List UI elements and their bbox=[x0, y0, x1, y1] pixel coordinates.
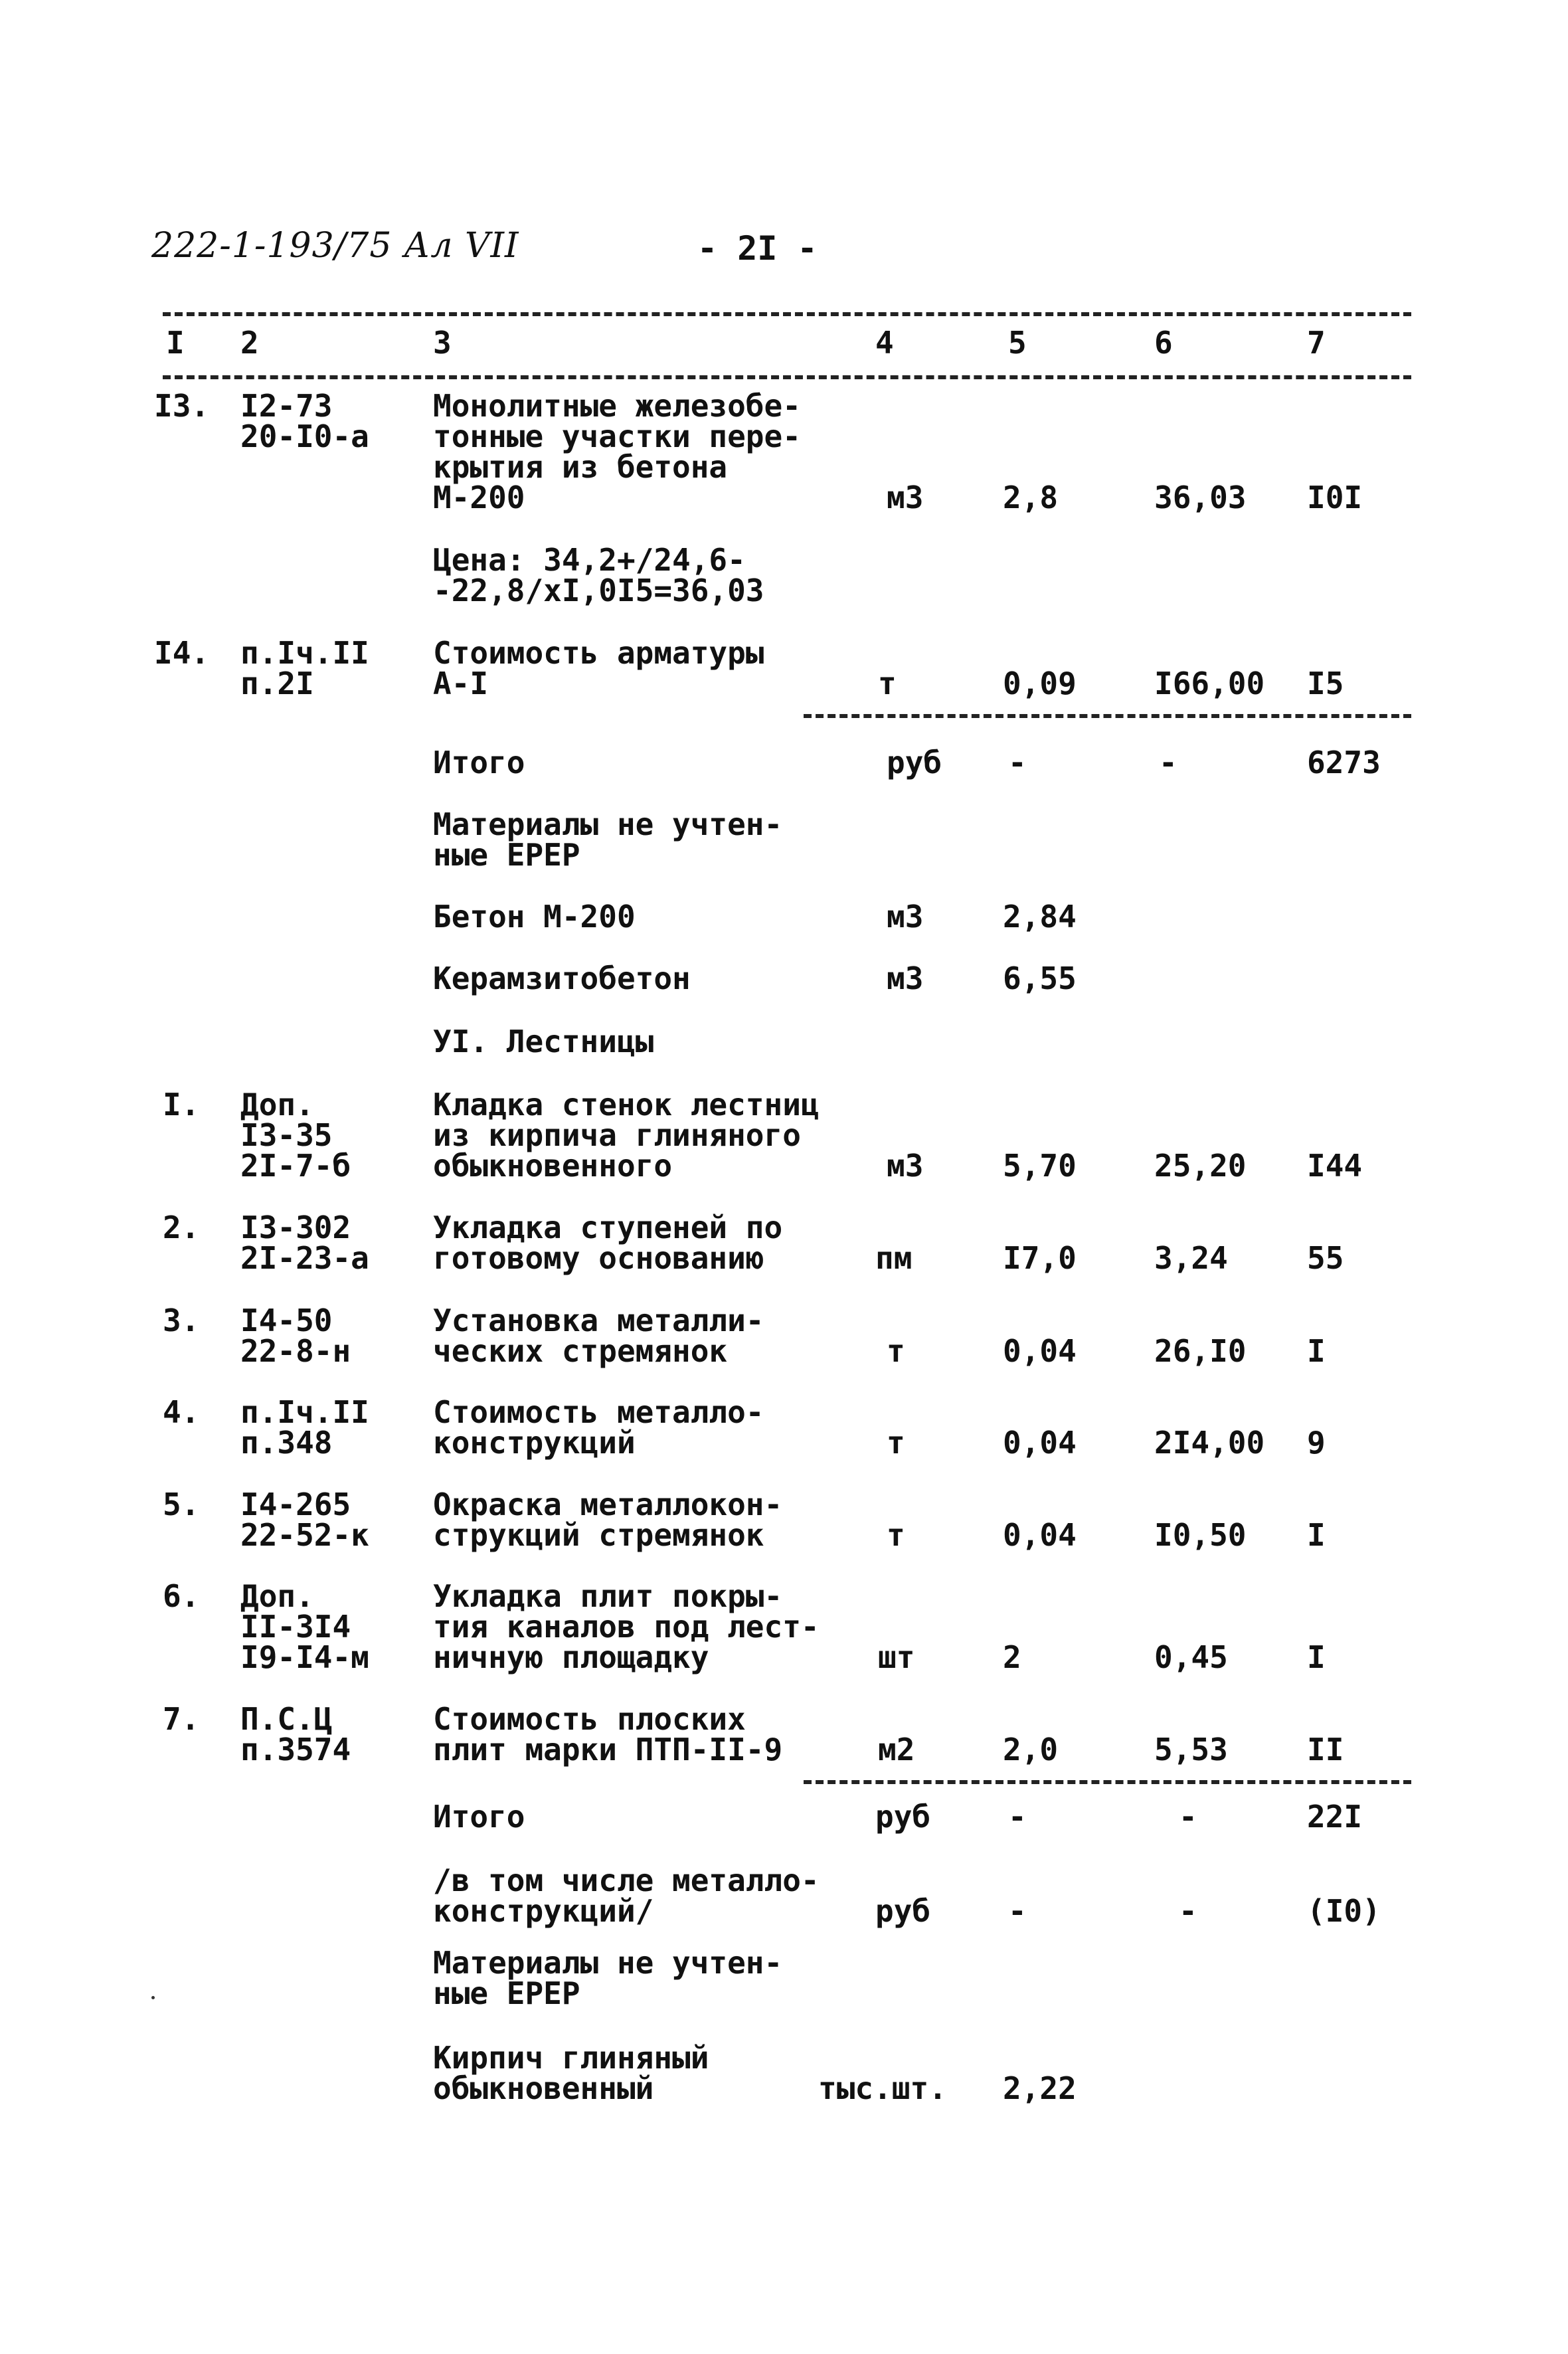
row-quantity: 0,04 bbox=[1003, 1333, 1077, 1369]
margin-mark bbox=[151, 1996, 155, 1999]
row-total: I bbox=[1307, 1333, 1326, 1369]
row-total: II bbox=[1307, 1732, 1344, 1767]
row-description: Стоимость плоских плит марки ПТП-II-9 bbox=[433, 1701, 783, 1767]
row-description: Укладка плит покры- тия каналов под лест- ничную площадку bbox=[433, 1578, 820, 1675]
row-quantity: 5,70 bbox=[1003, 1148, 1077, 1184]
material-name: Керамзитобетон bbox=[433, 960, 691, 996]
col-header-5: 5 bbox=[1008, 325, 1027, 361]
document-code: 222-1-193/75 Ал VII bbox=[151, 226, 519, 266]
row-unit: м3 bbox=[887, 1148, 924, 1184]
row-unit: т bbox=[878, 666, 897, 701]
row-code: Доп. I3-35 2I-7-б bbox=[240, 1087, 351, 1184]
row-quantity: I7,0 bbox=[1003, 1240, 1077, 1276]
row-quantity: 0,04 bbox=[1003, 1425, 1077, 1461]
header-top-rule bbox=[163, 312, 1411, 316]
row-unit: руб bbox=[875, 1893, 931, 1929]
row-quantity: 2,84 bbox=[1003, 899, 1077, 935]
row-unit: руб bbox=[875, 1799, 931, 1835]
row-number: I4. bbox=[154, 635, 210, 671]
material-name: Кирпич глиняный обыкновенный bbox=[433, 2040, 709, 2106]
row-unit: м3 bbox=[887, 480, 924, 515]
row-total: 6273 bbox=[1307, 745, 1381, 780]
row-description: Монолитные железобе- тонные участки пере- крытия из бетона М-200 bbox=[433, 388, 801, 515]
row-total: (I0) bbox=[1307, 1893, 1381, 1929]
col-header-7: 7 bbox=[1307, 325, 1326, 361]
row-description: Установка металли- ческих стремянок bbox=[433, 1303, 764, 1369]
subtotal-rule bbox=[804, 1780, 1411, 1784]
row-description: Укладка ступеней по готовому основанию bbox=[433, 1210, 783, 1276]
row-unit: м2 bbox=[878, 1732, 915, 1767]
col-header-3: 3 bbox=[433, 325, 452, 361]
row-unit-price: I0,50 bbox=[1154, 1517, 1247, 1553]
row-unit-price: I66,00 bbox=[1154, 666, 1265, 701]
row-number: 3. bbox=[163, 1303, 200, 1338]
row-unit: руб bbox=[887, 745, 942, 780]
row-unit-price: 3,24 bbox=[1154, 1240, 1228, 1276]
page-number: - 2I - bbox=[697, 229, 818, 268]
materials-heading: Материалы не учтен- ные ЕРЕР bbox=[433, 806, 783, 873]
row-unit-price: 0,45 bbox=[1154, 1639, 1228, 1675]
row-code: п.Iч.II п.2I bbox=[240, 635, 369, 701]
col-header-1: I bbox=[166, 325, 185, 361]
row-code: I4-265 22-52-к bbox=[240, 1487, 369, 1553]
row-unit: т bbox=[887, 1333, 905, 1369]
row-quantity: - bbox=[1008, 1799, 1027, 1835]
row-quantity: 6,55 bbox=[1003, 960, 1077, 996]
row-description: Стоимость металло- конструкций bbox=[433, 1394, 764, 1461]
row-quantity: 0,04 bbox=[1003, 1517, 1077, 1553]
row-code: I2-73 20-I0-a bbox=[240, 388, 369, 454]
row-description: Кладка стенок лестниц из кирпича глиняного обыкновенного bbox=[433, 1087, 820, 1184]
row-unit-price: 2I4,00 bbox=[1154, 1425, 1265, 1461]
row-unit: м3 bbox=[887, 960, 924, 996]
row-unit: т bbox=[887, 1425, 905, 1461]
row-total: I bbox=[1307, 1639, 1326, 1675]
row-total: I5 bbox=[1307, 666, 1344, 701]
row-total: I bbox=[1307, 1517, 1326, 1553]
row-code: П.С.Ц п.3574 bbox=[240, 1701, 351, 1767]
row-total: 22I bbox=[1307, 1799, 1363, 1835]
row-unit-price: - bbox=[1179, 1893, 1197, 1929]
row-total: I44 bbox=[1307, 1148, 1363, 1184]
row-unit-price: 36,03 bbox=[1154, 480, 1247, 515]
row-quantity: 0,09 bbox=[1003, 666, 1077, 701]
row-unit: т bbox=[887, 1517, 905, 1553]
materials-heading: Материалы не учтен- ные ЕРЕР bbox=[433, 1945, 783, 2011]
row-description: Окраска металлокон- струкций стремянок bbox=[433, 1487, 783, 1553]
col-header-2: 2 bbox=[240, 325, 259, 361]
row-number: I. bbox=[163, 1087, 200, 1123]
row-number: 6. bbox=[163, 1578, 200, 1614]
row-quantity: - bbox=[1008, 1893, 1027, 1929]
row-quantity: - bbox=[1008, 745, 1027, 780]
subtotal-label: Итого bbox=[433, 745, 525, 780]
row-unit-price: 26,I0 bbox=[1154, 1333, 1247, 1369]
row-unit: шт bbox=[878, 1639, 915, 1675]
price-note: Цена: 34,2+/24,6- -22,8/xI,0I5=36,03 bbox=[433, 542, 764, 608]
row-number: 7. bbox=[163, 1701, 200, 1737]
row-quantity: 2 bbox=[1003, 1639, 1021, 1675]
row-code: I3-302 2I-23-a bbox=[240, 1210, 369, 1276]
col-header-6: 6 bbox=[1154, 325, 1173, 361]
row-code: Доп. II-3I4 I9-I4-м bbox=[240, 1578, 369, 1675]
col-header-4: 4 bbox=[875, 325, 894, 361]
row-unit-price: 25,20 bbox=[1154, 1148, 1247, 1184]
row-code: I4-50 22-8-н bbox=[240, 1303, 351, 1369]
row-unit-price: - bbox=[1179, 1799, 1197, 1835]
row-quantity: 2,0 bbox=[1003, 1732, 1059, 1767]
row-total: 9 bbox=[1307, 1425, 1326, 1461]
row-unit-price: 5,53 bbox=[1154, 1732, 1228, 1767]
subtotal-detail: /в том числе металло- конструкций/ bbox=[433, 1862, 820, 1929]
row-total: 55 bbox=[1307, 1240, 1344, 1276]
subtotal-rule bbox=[804, 714, 1411, 718]
row-unit: м3 bbox=[887, 899, 924, 935]
row-number: I3. bbox=[154, 388, 210, 424]
section-heading: УI. Лестницы bbox=[433, 1024, 654, 1059]
row-unit-price: - bbox=[1159, 745, 1177, 780]
row-number: 5. bbox=[163, 1487, 200, 1522]
row-description: Стоимость арматуры А-I bbox=[433, 635, 764, 701]
row-quantity: 2,8 bbox=[1003, 480, 1059, 515]
row-unit: пм bbox=[875, 1240, 913, 1276]
row-quantity: 2,22 bbox=[1003, 2070, 1077, 2106]
subtotal-label: Итого bbox=[433, 1799, 525, 1835]
material-name: Бетон М-200 bbox=[433, 899, 636, 935]
row-total: I0I bbox=[1307, 480, 1363, 515]
header-bottom-rule bbox=[163, 375, 1411, 379]
row-number: 4. bbox=[163, 1394, 200, 1430]
row-code: п.Iч.II п.348 bbox=[240, 1394, 369, 1461]
row-number: 2. bbox=[163, 1210, 200, 1245]
row-unit: тыс.шт. bbox=[818, 2070, 947, 2106]
